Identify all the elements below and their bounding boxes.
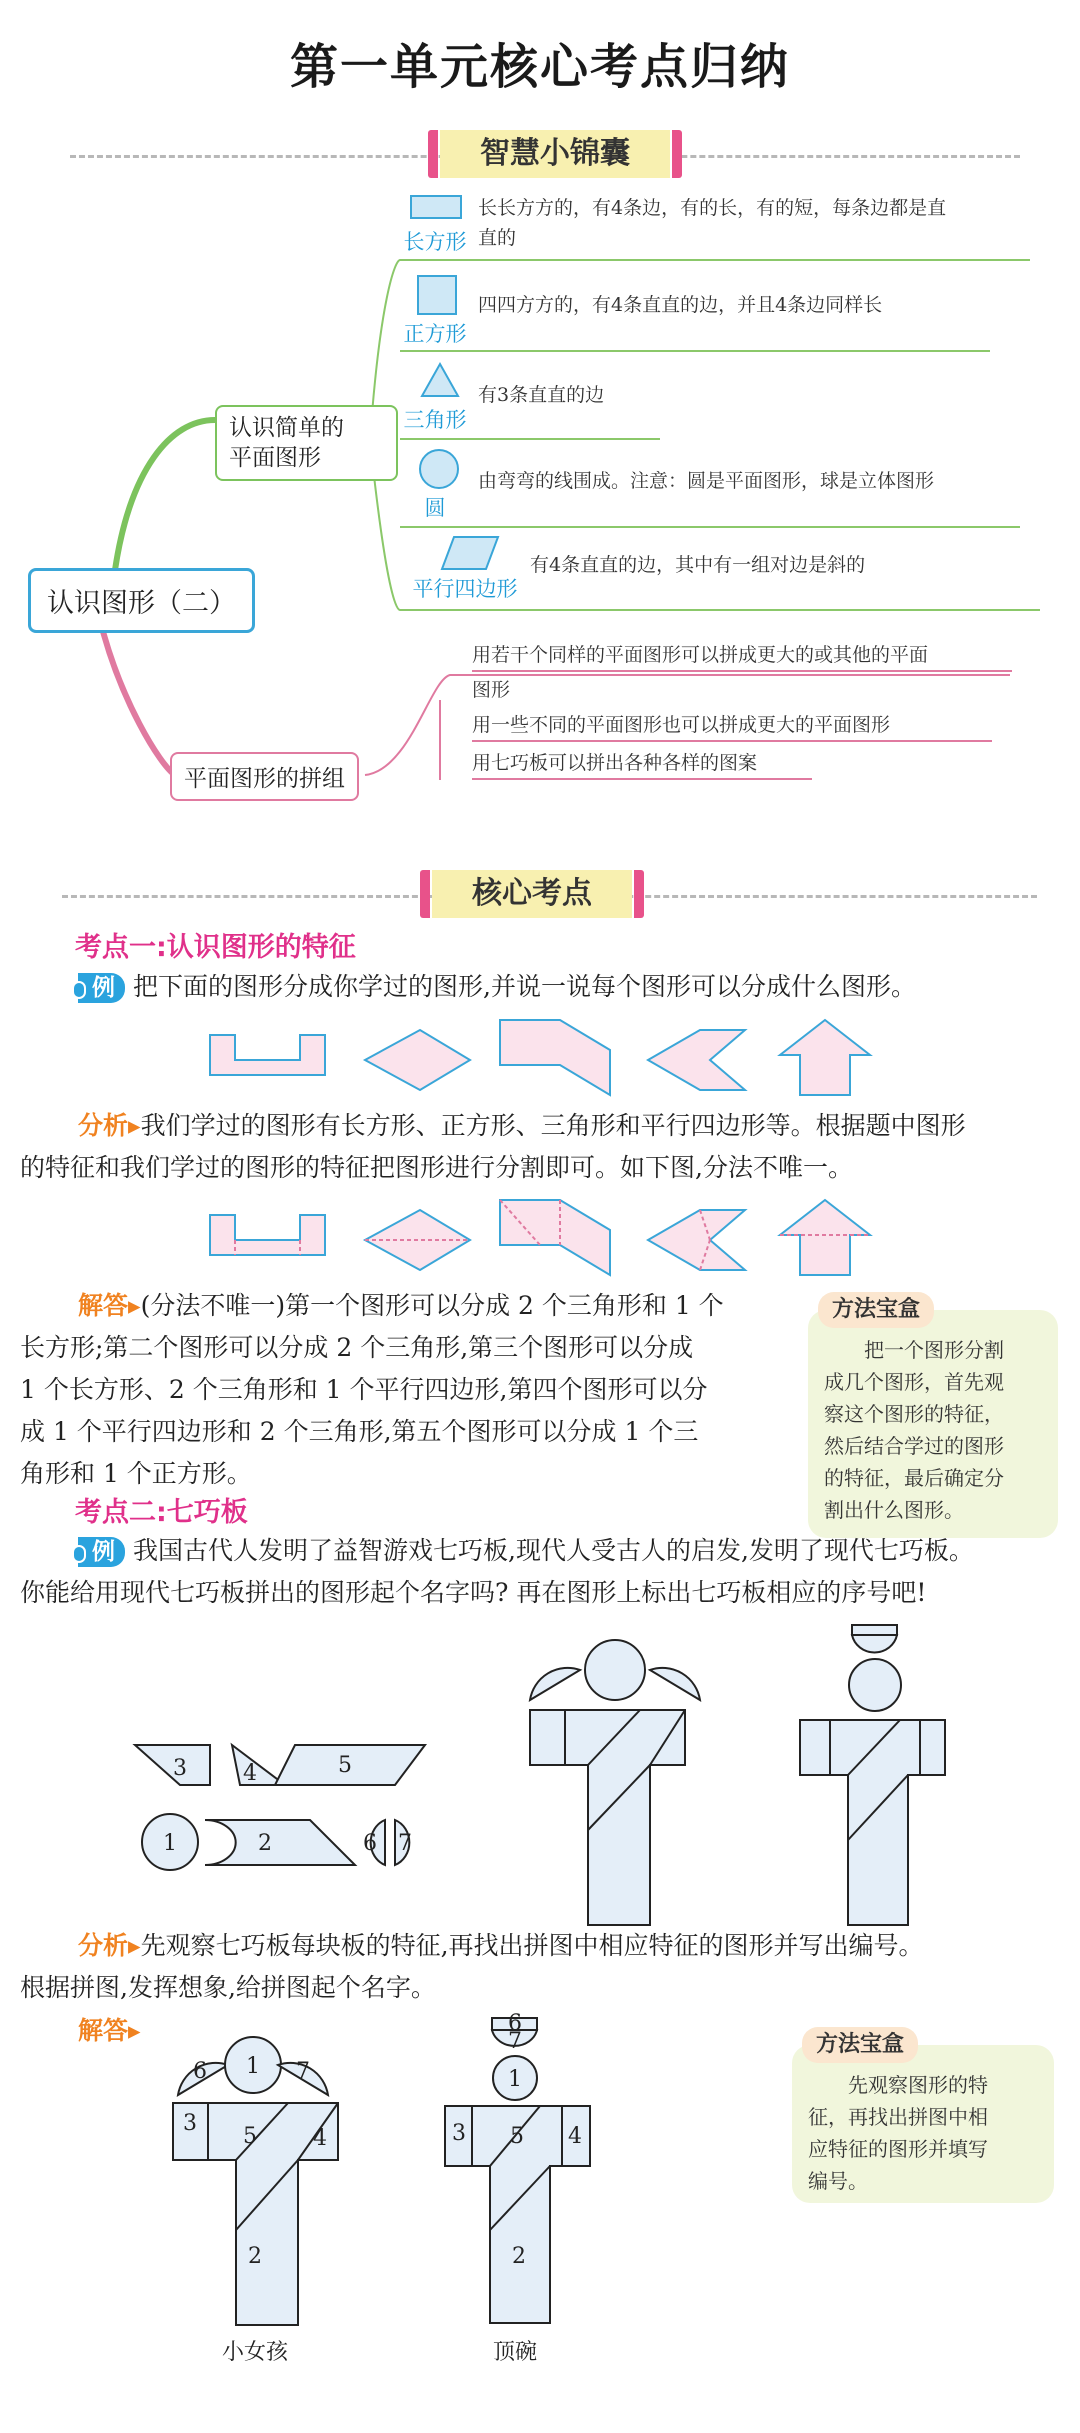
- kp1-example: [78, 966, 1078, 1008]
- example-tag: 例: [78, 973, 125, 1003]
- kp1-analysis-line1: 我们学过的图形有长方形、正方形、三角形和平行四边形等。根据题中图形: [140, 1111, 966, 1140]
- shape-desc-rectangle: 长长方方的，有4条边，有的长，有的短，每条边都是直: [478, 197, 947, 219]
- analysis-tag: 分析▸: [78, 1931, 141, 1960]
- answer-name-bowl: 顶碗: [492, 2340, 537, 2365]
- piece-number: 7: [296, 2059, 310, 2084]
- section-banner-tips: 智慧小锦囊: [440, 130, 670, 178]
- piece-number: 7: [398, 1831, 412, 1856]
- parallelogram-icon: [440, 535, 500, 571]
- triangle-icon: [420, 362, 460, 398]
- shape-label-circle: 圆: [424, 496, 446, 520]
- piece-number: 1: [246, 2054, 260, 2079]
- kp1-answer-line5: 角形和 1 个正方形。: [20, 1459, 252, 1488]
- answer-name-girl: 小女孩: [221, 2340, 288, 2365]
- kp1-answer: [20, 1285, 810, 1495]
- mindmap-root: 认识图形（二）: [28, 568, 255, 633]
- kp1-answer-line1: (分法不唯一)第一个图形可以分成 2 个三角形和 1 个: [140, 1291, 724, 1320]
- method-box-line: 应特征的图形并填写: [808, 2137, 988, 2161]
- combo-item-2: 用一些不同的平面图形也可以拼成更大的平面图形: [472, 710, 992, 742]
- piece-number: 1: [163, 1831, 177, 1856]
- method-box-head: 方法宝盒: [818, 1292, 934, 1328]
- combo-item-3: 用七巧板可以拼出各种各样的图案: [472, 748, 812, 780]
- piece-number: 3: [173, 1756, 187, 1781]
- shape-desc-triangle: 有3条直直的边: [478, 384, 605, 406]
- answer-bowl-figure: [440, 2011, 600, 2338]
- answer-girl-figure: [168, 2025, 368, 2335]
- kp1-answer-line4: 成 1 个平行四边形和 2 个三角形,第五个图形可以分成 1 个三: [20, 1417, 699, 1446]
- answer-tag: 解答▸: [78, 1291, 141, 1320]
- piece-number: 6: [193, 2059, 207, 2084]
- piece-number: 5: [510, 2124, 524, 2149]
- kp1-answer-line2: 长方形;第二个图形可以分成 2 个三角形,第三个图形可以分成: [20, 1333, 694, 1362]
- piece-number: 4: [243, 1761, 257, 1786]
- underline: [400, 526, 1020, 528]
- piece-number: 4: [568, 2124, 582, 2149]
- method-box-line: 编号。: [808, 2169, 868, 2193]
- method-box-line: 的特征，最后确定分: [824, 1466, 1004, 1490]
- combo-item-1-cont: 图形: [472, 679, 511, 701]
- method-box-line: 征，再找出拼图中相: [808, 2105, 988, 2129]
- piece-number: 2: [248, 2244, 262, 2269]
- piece-number: 4: [313, 2126, 327, 2151]
- kp1-divided-shapes: [0, 1190, 1080, 1290]
- section-banner-core: 核心考点: [432, 870, 632, 918]
- page-title: 第一单元核心考点归纳: [289, 39, 790, 95]
- piece-number: 5: [243, 2124, 257, 2149]
- method-box-line: 察这个图形的特征，: [824, 1402, 1004, 1426]
- shape-desc-parallelogram: 有4条直直的边，其中有一组对边是斜的: [530, 554, 866, 576]
- piece-number: 2: [512, 2244, 526, 2269]
- piece-number: 2: [258, 1831, 272, 1856]
- kp2-analysis-line1: 先观察七巧板每块板的特征,再找出拼图中相应特征的图形并写出编号。: [140, 1931, 924, 1960]
- underline: [400, 438, 660, 440]
- method-box-line: 割出什么图形。: [824, 1498, 964, 1522]
- method-box-line: 把一个图形分割: [864, 1338, 1004, 1362]
- method-box-2: [792, 2032, 1054, 2203]
- piece-number: 6: [508, 2011, 522, 2036]
- method-box-line: 然后结合学过的图形: [824, 1434, 1004, 1458]
- method-box-line: 先观察图形的特: [848, 2073, 988, 2097]
- piece-number: 5: [338, 1753, 352, 1778]
- shape-label-rectangle: 长方形: [403, 230, 467, 254]
- shape-label-square: 正方形: [403, 322, 467, 346]
- shape-label-triangle: 三角形: [403, 408, 467, 432]
- example-tag: 例: [78, 1537, 125, 1567]
- kp2-analysis-line2: 根据拼图,发挥想象,给拼图起个名字。: [20, 1973, 436, 2002]
- kp2-analysis: [20, 1925, 1080, 2009]
- kp2-heading: 考点二:七巧板: [75, 1497, 248, 1528]
- kp1-analysis-line2: 的特征和我们学过的图形的特征把图形进行分割即可。如下图,分法不唯一。: [20, 1153, 853, 1182]
- combo-item-1: 用若干个同样的平面图形可以拼成更大的或其他的平面: [472, 640, 1012, 672]
- kp1-analysis: [20, 1105, 1080, 1189]
- kp2-example-line2: 你能给用现代七巧板拼出的图形起个名字吗? 再在图形上标出七巧板相应的序号吧!: [20, 1578, 927, 1607]
- answer-tag: 解答▸: [78, 2016, 141, 2045]
- mindmap-branch-combination: 平面图形的拼组: [170, 752, 359, 801]
- shape-desc-rectangle-cont: 直的: [478, 227, 517, 249]
- mindmap-branch-simple-shapes: 认识简单的 平面图形: [215, 405, 398, 481]
- circle-icon: [418, 448, 460, 490]
- kp2-example-line1: 我国古代人发明了益智游戏七巧板,现代人受古人的启发,发明了现代七巧板。: [133, 1536, 974, 1565]
- piece-number: 3: [452, 2121, 466, 2146]
- shape-label-parallelogram: 平行四边形: [412, 577, 518, 601]
- tangram-bowl-figure: [790, 1625, 960, 1935]
- method-box-head: 方法宝盒: [802, 2027, 918, 2063]
- underline: [400, 350, 990, 352]
- kp1-heading: 考点一:认识图形的特征: [75, 932, 356, 963]
- piece-number: 1: [508, 2067, 522, 2092]
- tangram-girl-figure: [520, 1630, 720, 1930]
- rectangle-icon: [410, 195, 464, 221]
- kp1-question-shapes: [0, 1010, 1080, 1110]
- kp1-example-text: 把下面的图形分成你学过的图形,并说一说每个图形可以分成什么图形。: [133, 972, 916, 1001]
- shape-desc-circle: 由弯弯的线围成。注意：圆是平面图形，球是立体图形: [478, 470, 935, 492]
- square-icon: [417, 275, 459, 317]
- piece-number: 7: [508, 2029, 522, 2054]
- shape-desc-square: 四四方方的，有4条直直的边，并且4条边同样长: [478, 294, 883, 316]
- method-box-line: 成几个图形，首先观: [824, 1370, 1004, 1394]
- analysis-tag: 分析▸: [78, 1111, 141, 1140]
- method-box-1: [808, 1297, 1058, 1538]
- kp1-answer-line3: 1 个长方形、2 个三角形和 1 个平行四边形,第四个图形可以分: [20, 1375, 708, 1404]
- piece-number: 3: [183, 2111, 197, 2136]
- piece-number: 6: [363, 1831, 377, 1856]
- kp2-example: [20, 1530, 1080, 1614]
